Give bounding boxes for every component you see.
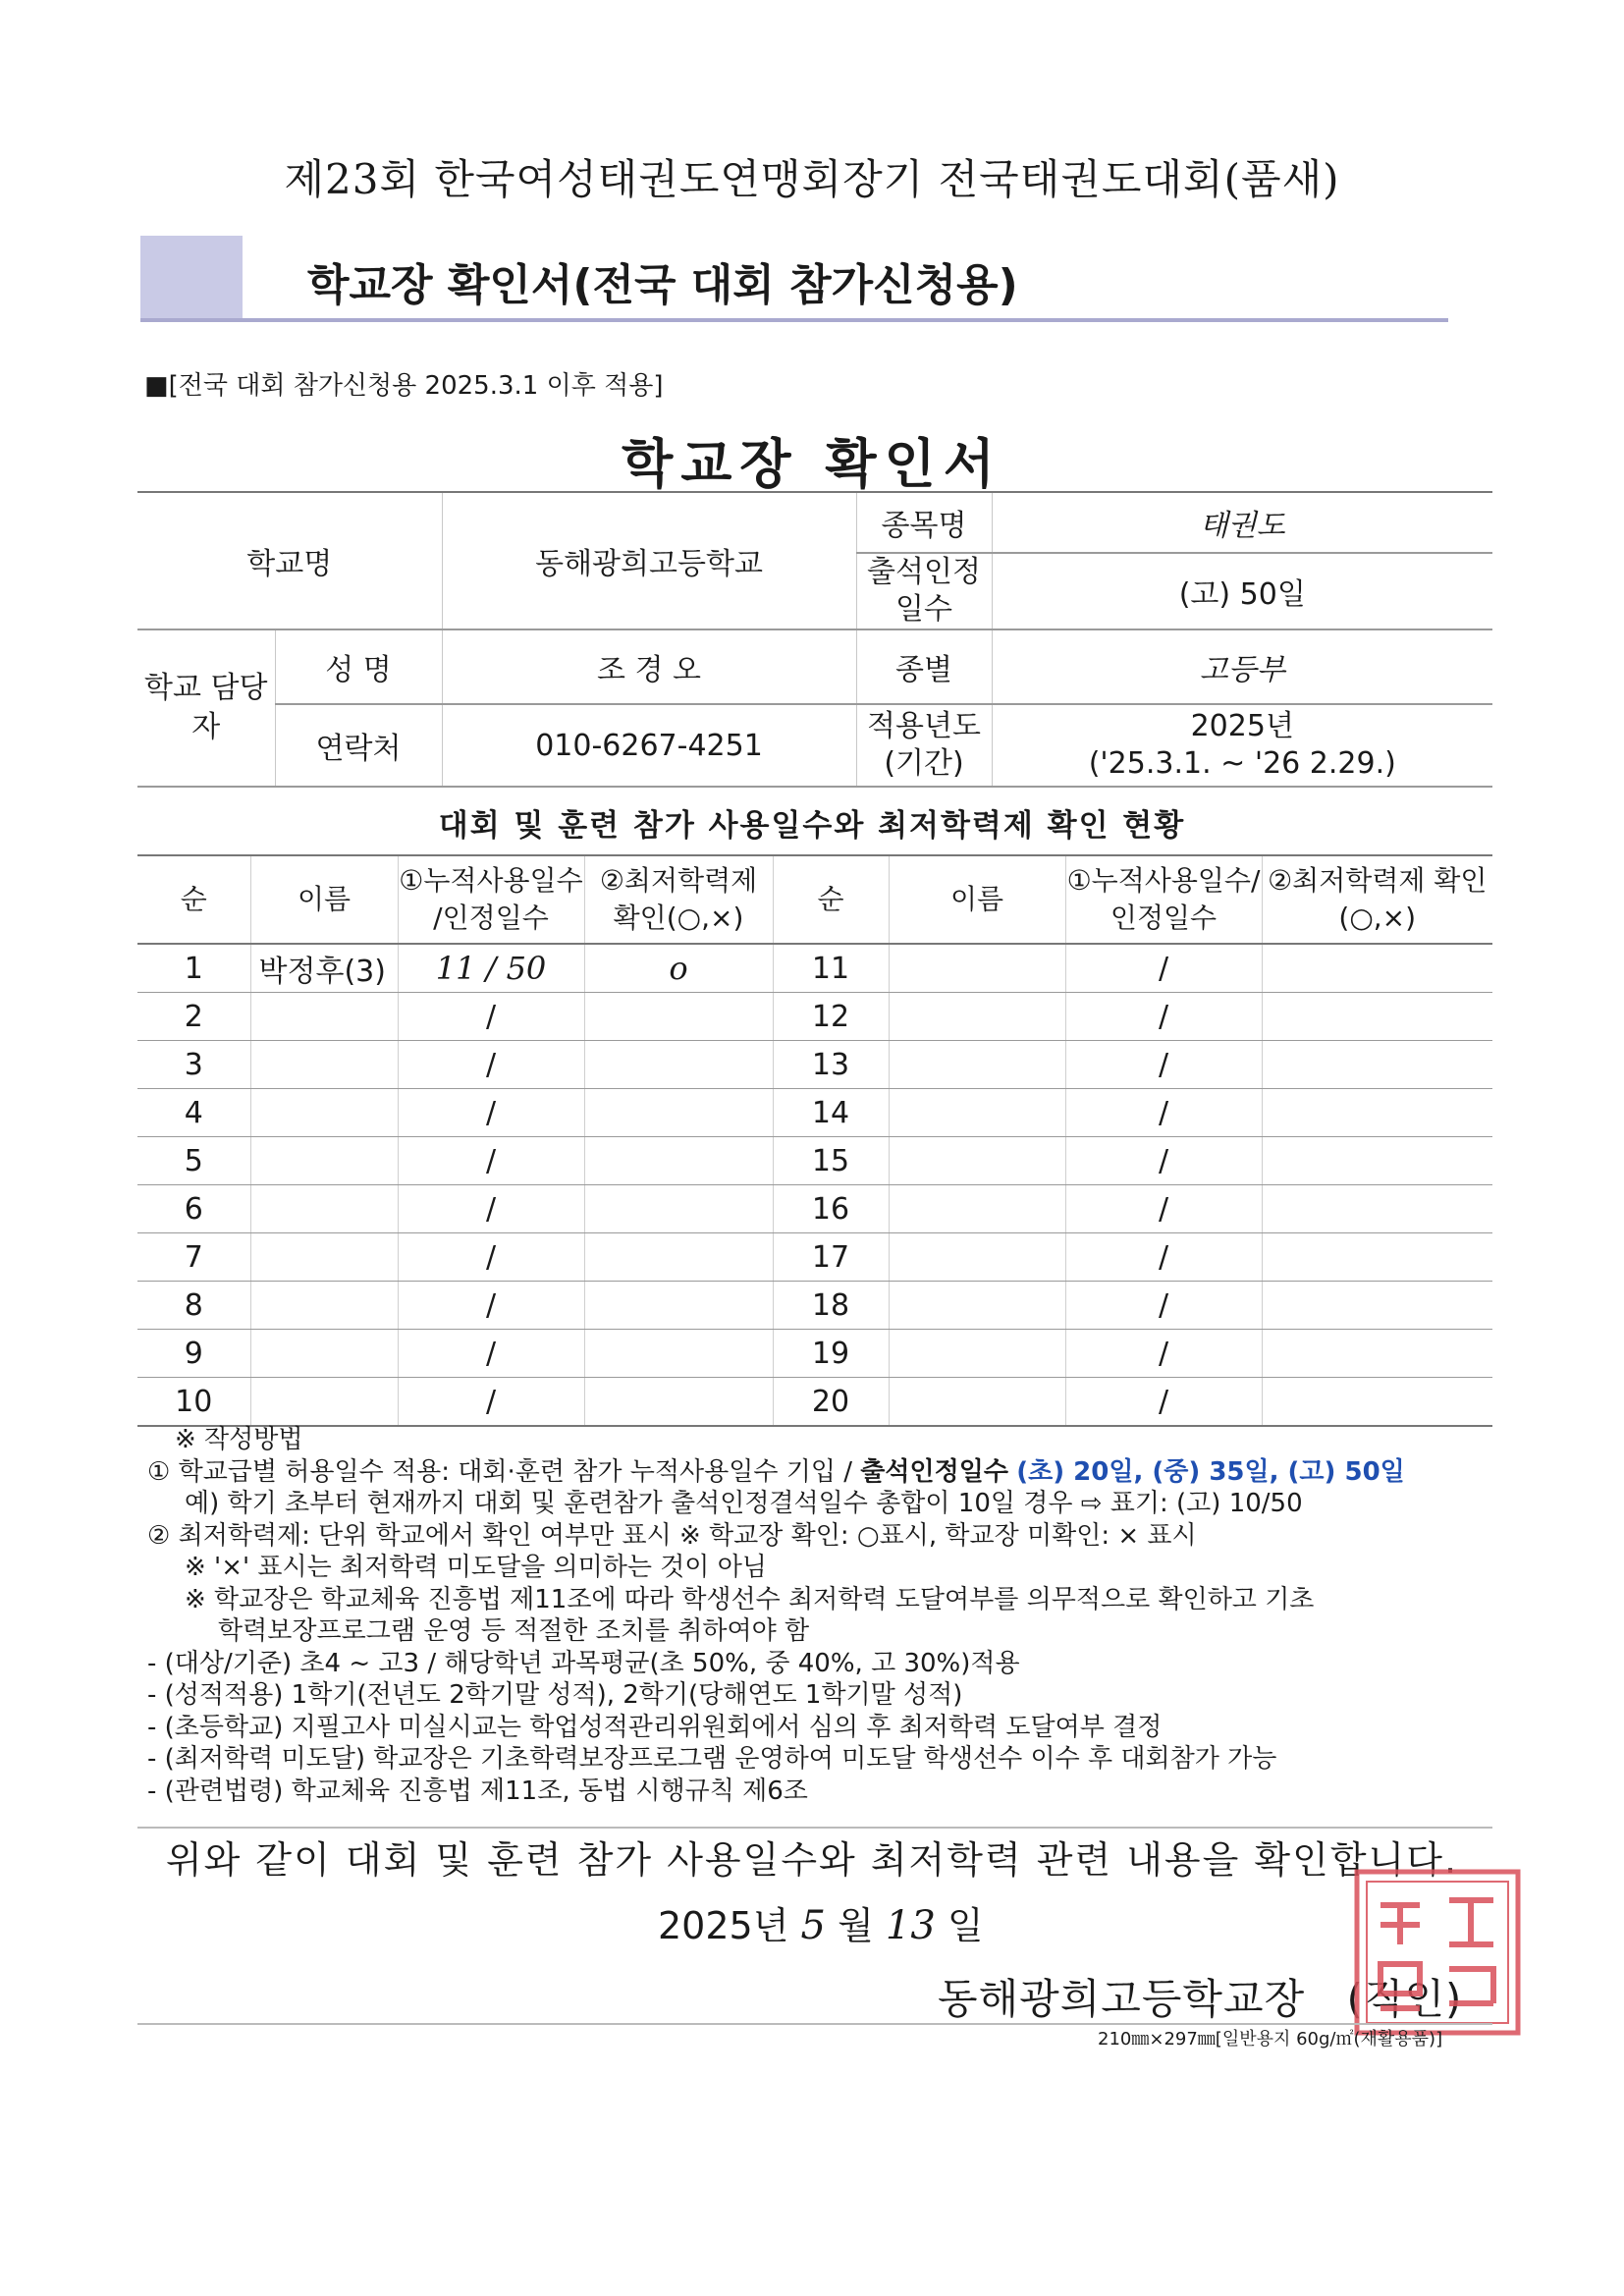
principal-name: 동해광희고등학교장	[938, 1975, 1306, 2023]
row-days: 11 / 50	[398, 944, 584, 993]
row-days-right: /	[1065, 1137, 1262, 1185]
row-name-right	[889, 993, 1065, 1041]
name-label: 성 명	[275, 629, 442, 704]
row-number-right: 13	[773, 1041, 889, 1089]
date-month: 5	[800, 1903, 826, 1948]
row-number: 7	[137, 1233, 250, 1282]
row-number: 9	[137, 1330, 250, 1378]
detail-3: - (초등학교) 지필고사 미실시교는 학업성적관리위원회에서 심의 후 최저학력 도달여부 결정	[147, 1712, 1163, 1742]
row-check-right	[1262, 1282, 1492, 1330]
row-check-right	[1262, 1041, 1492, 1089]
header-no-right: 순	[773, 855, 889, 944]
row-check	[584, 1378, 773, 1427]
detail-1: - (대상/기준) 초4 ~ 고3 / 해당학년 과목평균(초 50%, 중 40%, 고 30%)적용	[147, 1648, 1020, 1678]
row-check	[584, 1282, 773, 1330]
school-name-label: 학교명	[137, 492, 442, 629]
seal-label: (직인)	[1346, 1975, 1463, 2023]
sport-value: 태권도	[992, 492, 1492, 553]
row-number-right: 14	[773, 1089, 889, 1137]
detail-4: - (최저학력 미도달) 학교장은 기초학력보장프로그램 운영하여 미도달 학생선수 이수 후 대회참가 가능	[147, 1744, 1277, 1774]
table-row	[137, 1089, 1492, 1137]
detail-5: - (관련법령) 학교체육 진흥법 제11조, 동법 시행규칙 제6조	[147, 1776, 808, 1806]
row-days-right: /	[1065, 1185, 1262, 1233]
table-row	[137, 1041, 1492, 1089]
row-name-right	[889, 1330, 1065, 1378]
row-name-right	[889, 1378, 1065, 1427]
row-name	[250, 1137, 398, 1185]
row-check	[584, 1185, 773, 1233]
header-check-right: ②최저학력제 확인(○,×)	[1262, 855, 1492, 944]
row-check	[584, 1330, 773, 1378]
attendance-label: 출석인정 일수	[856, 553, 992, 629]
row-days-right: /	[1065, 1089, 1262, 1137]
row-name-right	[889, 1282, 1065, 1330]
header-name-right: 이름	[889, 855, 1065, 944]
row-days: /	[398, 1378, 584, 1427]
year-text: 2025년	[1190, 709, 1294, 743]
info-table	[137, 491, 1492, 788]
note-2-c: 학력보장프로그램 운영 등 적절한 조치를 취하여야 함	[218, 1616, 810, 1646]
row-days-right: /	[1065, 944, 1262, 993]
row-number: 3	[137, 1041, 250, 1089]
table-row	[137, 1137, 1492, 1185]
table-body	[137, 944, 1492, 1426]
row-name-right	[889, 1185, 1065, 1233]
row-days: /	[398, 1282, 584, 1330]
row-days: /	[398, 1233, 584, 1282]
date-day: 13	[885, 1903, 936, 1948]
name-value: 조 경 오	[442, 629, 856, 704]
row-days-right: /	[1065, 1041, 1262, 1089]
row-number-right: 19	[773, 1330, 889, 1378]
header-days-right: ①누적사용일수/ 인정일수	[1065, 855, 1262, 944]
row-name	[250, 1185, 398, 1233]
table-row	[137, 1233, 1492, 1282]
note-2-a: ※ '×' 표시는 최저학력 미도달을 의미하는 것이 아님	[185, 1553, 767, 1582]
school-name-value: 동해광희고등학교	[442, 492, 856, 629]
divider	[137, 1827, 1492, 1829]
notes-title: ※ 작성방법	[175, 1425, 303, 1454]
row-days: /	[398, 993, 584, 1041]
row-check-right	[1262, 1089, 1492, 1137]
note-1-days: (초) 20일, (중) 35일, (고) 50일	[1016, 1456, 1405, 1487]
row-name	[250, 1041, 398, 1089]
row-days: /	[398, 1185, 584, 1233]
row-check	[584, 993, 773, 1041]
note-1-bold: 출석인정일수	[860, 1456, 1008, 1487]
row-name	[250, 1233, 398, 1282]
table-row	[137, 1378, 1492, 1427]
row-number-right: 18	[773, 1282, 889, 1330]
row-name-right	[889, 1137, 1065, 1185]
table-row	[137, 1185, 1492, 1233]
row-name-right	[889, 1089, 1065, 1137]
date-line	[658, 1895, 984, 1949]
header-accent-block	[140, 236, 243, 318]
row-check-right	[1262, 1185, 1492, 1233]
note-2-b: ※ 학교장은 학교체육 진흥법 제11조에 따라 학생선수 최저학력 도달여부를 의무적으로 확인하고 기초	[185, 1584, 1315, 1614]
confirm-text: 위와 같이 대회 및 훈련 참가 사용일수와 최저학력 관련 내용을 확인합니다.	[165, 1838, 1459, 1882]
contact-label: 연락처	[275, 704, 442, 787]
row-number-right: 17	[773, 1233, 889, 1282]
date-month-label: 월	[838, 1904, 874, 1947]
table-row	[137, 993, 1492, 1041]
row-number: 8	[137, 1282, 250, 1330]
category-value: 고등부	[992, 629, 1492, 704]
row-check-right	[1262, 1330, 1492, 1378]
row-check: o	[584, 944, 773, 993]
instructions	[147, 1424, 1502, 1807]
period-text: ('25.3.1. ~ '26 2.29.)	[1088, 746, 1396, 781]
row-name	[250, 1089, 398, 1137]
row-check-right	[1262, 1137, 1492, 1185]
header-check: ②최저학력제 확인(○,×)	[584, 855, 773, 944]
row-days-right: /	[1065, 1233, 1262, 1282]
header-no: 순	[137, 855, 250, 944]
status-title: 대회 및 훈련 참가 사용일수와 최저학력제 확인 현황	[438, 808, 1186, 844]
row-name	[250, 1282, 398, 1330]
year-value	[992, 704, 1492, 787]
manager-label: 학교 담당자	[137, 629, 275, 787]
row-check-right	[1262, 993, 1492, 1041]
official-seal-icon	[1351, 1866, 1524, 2039]
row-number-right: 12	[773, 993, 889, 1041]
header-days: ①누적사용일수 /인정일수	[398, 855, 584, 944]
header-bar	[140, 236, 1448, 322]
table-row	[137, 1330, 1492, 1378]
row-number: 5	[137, 1137, 250, 1185]
row-days-right: /	[1065, 993, 1262, 1041]
row-days: /	[398, 1330, 584, 1378]
apply-note: ■[전국 대회 참가신청용 2025.3.1 이후 적용]	[144, 371, 664, 401]
row-number: 1	[137, 944, 250, 993]
event-title: 제23회 한국여성태권도연맹회장기 전국태권도대회(품새)	[284, 155, 1340, 203]
table-row	[137, 944, 1492, 993]
row-number: 2	[137, 993, 250, 1041]
detail-2: - (성적적용) 1학기(전년도 2학기말 성적), 2학기(당해연도 1학기말 성적)	[147, 1680, 963, 1710]
row-number-right: 15	[773, 1137, 889, 1185]
table-header-row	[137, 855, 1492, 944]
header-name: 이름	[250, 855, 398, 944]
note-2: ② 최저학력제: 단위 학교에서 확인 여부만 표시 ※ 학교장 확인: ○표시, 학교장 미확인: × 표시	[147, 1520, 1197, 1551]
year-label: 적용년도 (기간)	[856, 704, 992, 787]
row-name: 박정후(3)	[250, 944, 398, 993]
row-days: /	[398, 1089, 584, 1137]
row-name	[250, 1330, 398, 1378]
row-check-right	[1262, 1378, 1492, 1427]
row-number-right: 16	[773, 1185, 889, 1233]
attendance-value: (고) 50일	[992, 553, 1492, 629]
paper-spec: 210㎜×297㎜[일반용지 60g/㎡(재활용품)]	[1098, 2029, 1443, 2050]
row-number: 10	[137, 1378, 250, 1427]
header-title: 학교장 확인서(전국 대회 참가신청용)	[307, 260, 1018, 310]
note-1	[147, 1456, 1502, 1489]
row-days-right: /	[1065, 1378, 1262, 1427]
row-number: 4	[137, 1089, 250, 1137]
contact-value: 010-6267-4251	[442, 704, 856, 787]
row-days: /	[398, 1137, 584, 1185]
row-number-right: 20	[773, 1378, 889, 1427]
date-day-label: 일	[947, 1904, 984, 1947]
row-check	[584, 1089, 773, 1137]
note-1-text: ① 학교급별 허용일수 적용: 대회·훈련 참가 누적사용일수 기입 /	[147, 1456, 852, 1487]
table-row	[137, 1282, 1492, 1330]
main-title: 학교장 확인서	[622, 433, 1002, 495]
row-check-right	[1262, 1233, 1492, 1282]
participant-table	[137, 854, 1492, 1427]
seal-glyph-strokes	[1380, 1900, 1493, 2008]
date-year: 2025년	[658, 1904, 789, 1947]
row-check	[584, 1041, 773, 1089]
row-name-right	[889, 944, 1065, 993]
note-1-example: 예) 학기 초부터 현재까지 대회 및 훈련참가 출석인정결석일수 총합이 10일 경우 ⇨ 표기: (고) 10/50	[185, 1489, 1303, 1518]
row-name	[250, 1378, 398, 1427]
row-name	[250, 993, 398, 1041]
row-number: 6	[137, 1185, 250, 1233]
row-name-right	[889, 1233, 1065, 1282]
category-label: 종별	[856, 629, 992, 704]
row-days: /	[398, 1041, 584, 1089]
row-check	[584, 1137, 773, 1185]
row-days-right: /	[1065, 1282, 1262, 1330]
row-check-right	[1262, 944, 1492, 993]
row-name-right	[889, 1041, 1065, 1089]
row-number-right: 11	[773, 944, 889, 993]
sport-label: 종목명	[856, 492, 992, 553]
row-days-right: /	[1065, 1330, 1262, 1378]
row-check	[584, 1233, 773, 1282]
